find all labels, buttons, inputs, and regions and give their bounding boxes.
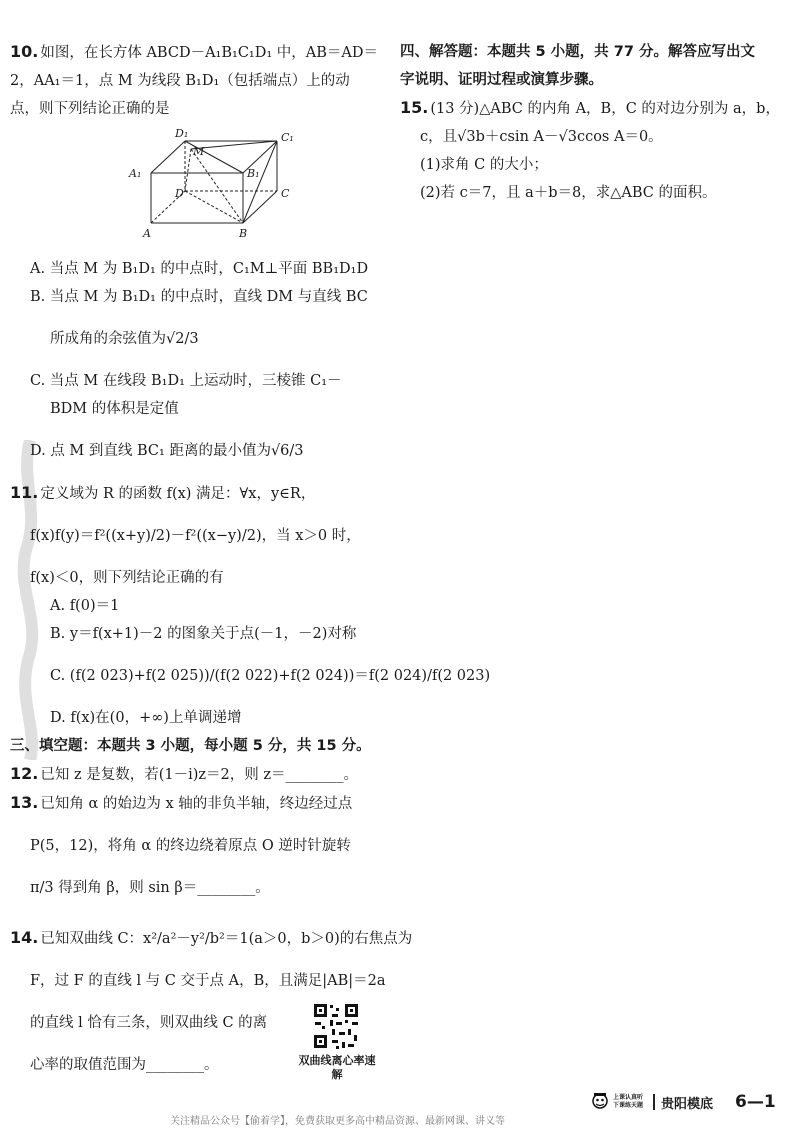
page-badge bbox=[590, 1090, 776, 1114]
option-c: C. 当点 M 在线段 B₁D₁ 上运动时，三棱锥 C₁－ bbox=[30, 373, 342, 389]
question-text-line: 心率的取值范围为________。 bbox=[30, 1057, 219, 1073]
option-b: B. y＝f(x+1)－2 的图象关于点(－1，－2)对称 bbox=[50, 626, 357, 642]
question-number: 12. bbox=[10, 764, 39, 783]
option-d: D. 点 M 到直线 BC₁ 距离的最小值为√6/3 bbox=[30, 443, 304, 459]
option-b: B. 当点 M 为 B₁D₁ 的中点时，直线 DM 与直线 BC bbox=[30, 289, 368, 305]
right-column bbox=[400, 38, 792, 207]
question-13 bbox=[10, 789, 388, 902]
footer-note: 关注精品公众号【偷着学】，免费获取更多高中精品资源、最新网课、讲义等 bbox=[170, 1116, 505, 1127]
question-10 bbox=[10, 38, 388, 465]
qr-code-icon[interactable] bbox=[312, 1002, 360, 1050]
question-12 bbox=[10, 760, 388, 789]
question-text-line: π/3 得到角 β，则 sin β＝________。 bbox=[30, 880, 270, 896]
mascot-icon bbox=[590, 1092, 610, 1112]
question-text: 已知 z 是复数，若(1－i)z＝2，则 z＝________。 bbox=[40, 767, 358, 783]
section-3-heading: 三、填空题：本题共 3 小题，每小题 5 分，共 15 分。 bbox=[10, 738, 371, 754]
option-d: D. f(x)在(0，+∞)上单调递增 bbox=[50, 710, 242, 726]
question-number: 13. bbox=[10, 793, 39, 812]
figure-label: D₁ bbox=[175, 127, 189, 140]
figure-label: D bbox=[175, 187, 184, 200]
figure-label: A₁ bbox=[129, 167, 142, 180]
option-a: A. 当点 M 为 B₁D₁ 的中点时，C₁M⊥平面 BB₁D₁D bbox=[30, 261, 369, 277]
sub-question-1: (1)求角 C 的大小； bbox=[420, 157, 548, 173]
figure-label: C bbox=[281, 187, 290, 200]
question-number: 15. bbox=[400, 98, 429, 117]
page-number: 6—1 bbox=[735, 1092, 776, 1112]
question-text-line: F，过 F 的直线 l 与 C 交于点 A，B，且满足|AB|＝2a bbox=[30, 973, 386, 989]
figure-label: C₁ bbox=[281, 131, 294, 144]
question-text-line: 已知角 α 的始边为 x 轴的非负半轴，终边经过点 bbox=[40, 796, 353, 812]
section-4-heading: 四、解答题：本题共 5 小题，共 77 分。解答应写出文 bbox=[400, 44, 755, 60]
question-text-line: 2，AA₁＝1，点 M 为线段 B₁D₁（包括端点）上的动 bbox=[10, 73, 350, 89]
question-text-line: 已知双曲线 C：x²/a²－y²/b²＝1(a＞0，b＞0)的右焦点为 bbox=[40, 931, 413, 947]
option-b-continued: 所成角的余弦值为√2/3 bbox=[50, 331, 199, 347]
question-text-line: 点，则下列结论正确的是 bbox=[10, 101, 170, 117]
question-15 bbox=[400, 94, 792, 207]
question-text-line: c，且√3b＋csin A－√3ccos A＝0。 bbox=[420, 129, 663, 145]
option-c-continued: BDM 的体积是定值 bbox=[50, 401, 179, 417]
question-text-line: 的直线 l 恰有三条，则双曲线 C 的离 bbox=[30, 1015, 268, 1031]
question-text-line: f(x)f(y)＝f²((x+y)/2)－f²((x−y)/2)，当 x＞0 时， bbox=[30, 528, 361, 544]
question-number: 10. bbox=[10, 42, 39, 61]
question-text-line: (13 分)△ABC 的内角 A，B，C 的对边分别为 a，b， bbox=[430, 101, 780, 117]
question-text-line: 定义域为 R 的函数 f(x) 满足：∀x，y∈R， bbox=[40, 486, 316, 502]
option-a: A. f(0)＝1 bbox=[50, 598, 120, 614]
cuboid-figure bbox=[115, 127, 315, 247]
qr-caption: 双曲线离心率速解 bbox=[298, 1054, 376, 1081]
sub-question-2: (2)若 c＝7，且 a＋b＝8，求△ABC 的面积。 bbox=[420, 185, 717, 201]
badge-slogan bbox=[613, 1094, 643, 1110]
section-4-heading-continued: 字说明、证明过程或演算步骤。 bbox=[400, 72, 603, 88]
badge-slogan-top: 上课认真听 bbox=[613, 1094, 644, 1101]
question-11 bbox=[10, 479, 491, 732]
question-number: 11. bbox=[10, 483, 39, 502]
question-text-line: P(5，12)，将角 α 的终边绕着原点 O 逆时针旋转 bbox=[30, 838, 351, 854]
figure-label: B₁ bbox=[247, 167, 260, 180]
question-text-line: 如图，在长方体 ABCD－A₁B₁C₁D₁ 中，AB＝AD＝ bbox=[40, 45, 378, 61]
figure-label: B bbox=[239, 227, 248, 240]
question-text-line: f(x)＜0，则下列结论正确的有 bbox=[30, 570, 224, 586]
exam-label: 贵阳模底 bbox=[661, 1096, 714, 1112]
figure-label: A bbox=[143, 227, 151, 240]
figure-label: M bbox=[193, 145, 205, 158]
divider bbox=[653, 1094, 655, 1110]
question-number: 14. bbox=[10, 928, 39, 947]
option-c: C. (f(2 023)+f(2 025))/(f(2 022)+f(2 024))＝f(2 024)/f(2 023) bbox=[50, 668, 491, 684]
badge-slogan-bottom: 下课练天题 bbox=[613, 1102, 644, 1109]
